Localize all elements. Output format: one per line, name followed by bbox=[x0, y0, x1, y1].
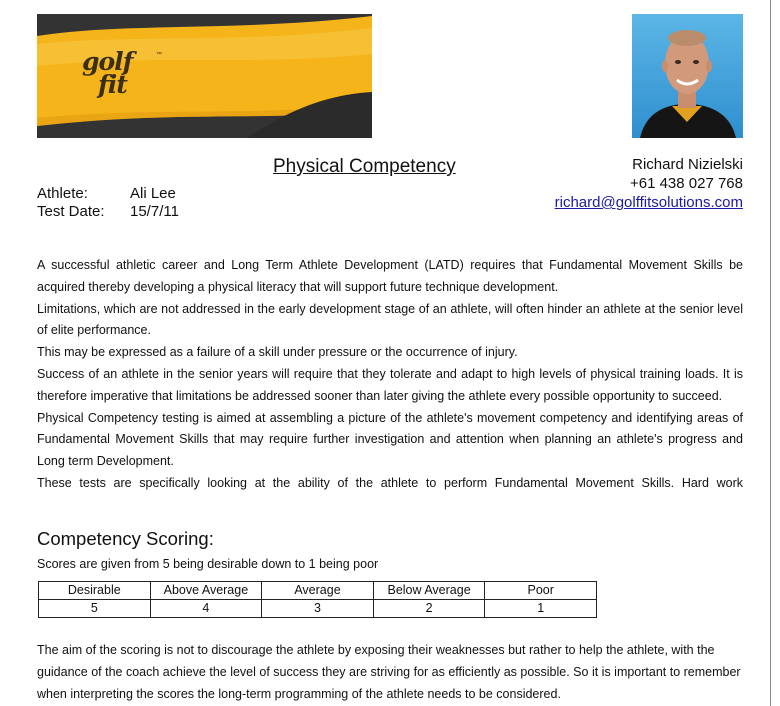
intro-paragraph: Physical Competency testing is aimed at assembling a picture of the athlete's movement competency and identifying areas of Fundamental Movement Skills that may require further investigation and attention when planning an athlete's progress and Long term Development. bbox=[37, 410, 743, 469]
outro-paragraph: The aim of the scoring is not to discourage the athlete by exposing their weaknesses but rather to help the athlete, with the guidance of the coach achieve the level of success they are striving for as efficiently as possible. So it is important to remember when interpreting the scores the long-term programming of the athlete needs to be considered. bbox=[37, 643, 741, 701]
coach-phone: +61 438 027 768 bbox=[629, 175, 743, 192]
scoring-header-cell: Below Average bbox=[373, 582, 485, 600]
scoring-value-cell: 1 bbox=[485, 600, 597, 618]
scoring-value-cell: 5 bbox=[39, 600, 151, 618]
scoring-note: Scores are given from 5 being desirable down to 1 being poor bbox=[37, 557, 379, 571]
competency-scoring-heading: Competency Scoring: bbox=[37, 528, 214, 549]
test-date-value: 15/7/11 bbox=[130, 203, 179, 220]
logo-trademark: ™ bbox=[156, 52, 162, 58]
coach-email-link[interactable]: richard@golffitsolutions.com bbox=[554, 194, 743, 211]
scoring-value-row bbox=[39, 600, 597, 618]
golffit-banner bbox=[37, 14, 372, 138]
intro-text bbox=[37, 255, 743, 495]
logo-text-golf: golf bbox=[82, 47, 133, 76]
logo-text-fit: fit bbox=[98, 70, 127, 99]
scoring-value-cell: 3 bbox=[262, 600, 374, 618]
athlete-info bbox=[37, 185, 179, 221]
coach-photo bbox=[632, 14, 743, 138]
intro-paragraph: This may be expressed as a failure of a skill under pressure or the occurrence of injury. bbox=[37, 345, 518, 360]
intro-paragraph: These tests are specifically looking at the ability of the athlete to perform Fundamental Movement Skills. Hard work bbox=[37, 475, 743, 490]
scoring-header-cell: Above Average bbox=[150, 582, 262, 600]
scoring-header-cell: Desirable bbox=[39, 582, 151, 600]
intro-paragraph: Success of an athlete in the senior years will require that they tolerate and adapt to high levels of physical training loads. It is therefore imperative that limitations be addressed sooner than later giving the athlete every possible opportunity to succeed. bbox=[37, 366, 743, 403]
athlete-label: Athlete: bbox=[37, 185, 88, 202]
test-date-label: Test Date: bbox=[37, 203, 105, 220]
golffit-logo bbox=[82, 47, 162, 108]
scoring-header-row bbox=[39, 582, 597, 600]
page-title: Physical Competency bbox=[273, 156, 456, 177]
page-edge-divider bbox=[770, 0, 771, 706]
coach-name: Richard Nizielski bbox=[632, 156, 743, 173]
athlete-name: Ali Lee bbox=[130, 185, 176, 202]
scoring-value-cell: 2 bbox=[373, 600, 485, 618]
scoring-header-cell: Poor bbox=[485, 582, 597, 600]
intro-paragraph: Limitations, which are not addressed in the early development stage of an athlete, will often hinder an athlete at the senior level of elite performance. bbox=[37, 301, 743, 338]
scoring-value-cell: 4 bbox=[150, 600, 262, 618]
scoring-table bbox=[38, 581, 597, 618]
coach-contact-block bbox=[555, 155, 743, 212]
outro-text bbox=[37, 640, 743, 705]
coach-portrait-image bbox=[632, 14, 743, 138]
scoring-header-cell: Average bbox=[262, 582, 374, 600]
intro-paragraph: A successful athletic career and Long Term Athlete Development (LATD) requires that Fundamental Movement Skills be acquired thereby developing a physical literacy that will support future technique development. bbox=[37, 258, 743, 294]
